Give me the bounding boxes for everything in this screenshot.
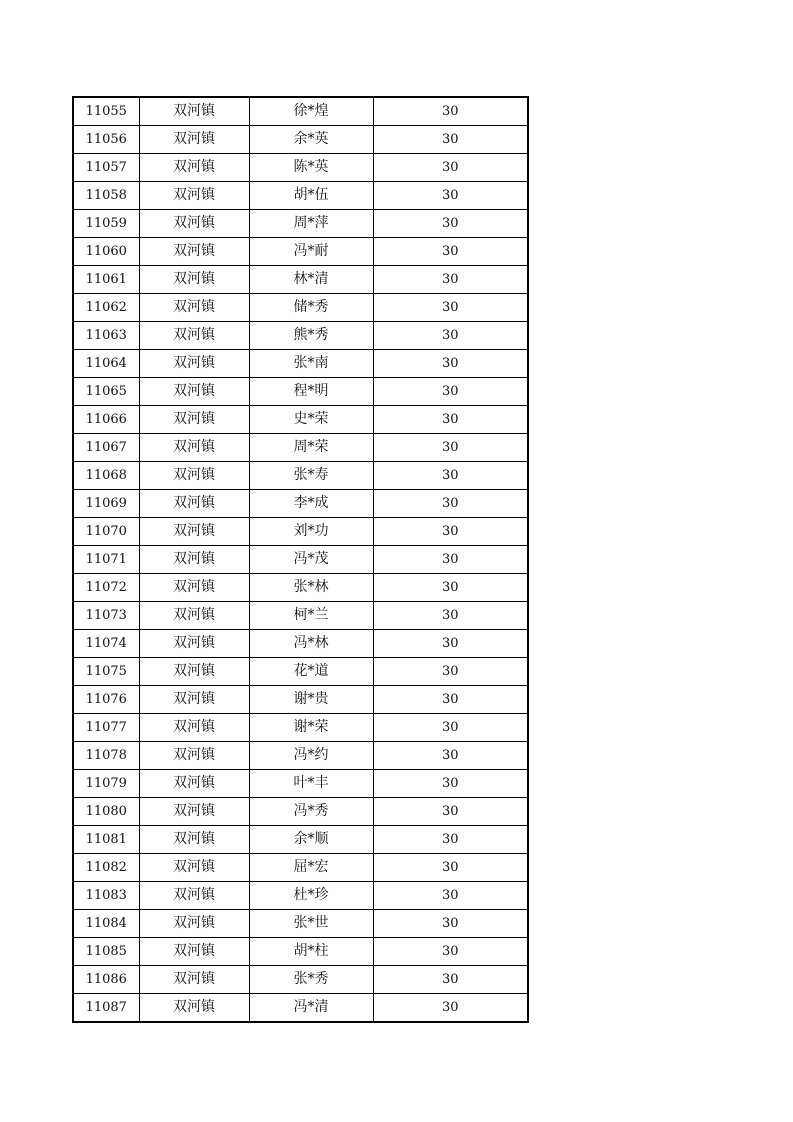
- table-row: [73, 97, 528, 126]
- row-id-cell: 11057: [73, 154, 139, 182]
- table-row: [73, 350, 528, 378]
- town-cell: 双河镇: [139, 770, 249, 798]
- town-cell: 双河镇: [139, 210, 249, 238]
- town-cell: 双河镇: [139, 602, 249, 630]
- row-id-cell: 11081: [73, 826, 139, 854]
- row-id-cell: 11060: [73, 238, 139, 266]
- row-id-cell: 11077: [73, 714, 139, 742]
- amount-cell: 30: [373, 770, 528, 798]
- row-id-cell: 11070: [73, 518, 139, 546]
- amount-cell: 30: [373, 658, 528, 686]
- row-id-cell: 11066: [73, 406, 139, 434]
- amount-cell: 30: [373, 182, 528, 210]
- name-cell: 张*林: [249, 574, 373, 602]
- roster-table-body: [73, 97, 528, 1022]
- row-id-cell: 11073: [73, 602, 139, 630]
- name-cell: 冯*清: [249, 994, 373, 1023]
- name-cell: 李*成: [249, 490, 373, 518]
- table-row: [73, 154, 528, 182]
- town-cell: 双河镇: [139, 742, 249, 770]
- town-cell: 双河镇: [139, 350, 249, 378]
- town-cell: 双河镇: [139, 966, 249, 994]
- town-cell: 双河镇: [139, 434, 249, 462]
- amount-cell: 30: [373, 686, 528, 714]
- table-row: [73, 630, 528, 658]
- table-row: [73, 322, 528, 350]
- name-cell: 刘*功: [249, 518, 373, 546]
- row-id-cell: 11062: [73, 294, 139, 322]
- amount-cell: 30: [373, 126, 528, 154]
- town-cell: 双河镇: [139, 490, 249, 518]
- amount-cell: 30: [373, 994, 528, 1023]
- table-row: [73, 686, 528, 714]
- table-row: [73, 406, 528, 434]
- table-row: [73, 966, 528, 994]
- town-cell: 双河镇: [139, 994, 249, 1023]
- name-cell: 徐*煌: [249, 97, 373, 126]
- row-id-cell: 11080: [73, 798, 139, 826]
- row-id-cell: 11068: [73, 462, 139, 490]
- amount-cell: 30: [373, 238, 528, 266]
- row-id-cell: 11063: [73, 322, 139, 350]
- amount-cell: 30: [373, 378, 528, 406]
- name-cell: 叶*丰: [249, 770, 373, 798]
- row-id-cell: 11075: [73, 658, 139, 686]
- name-cell: 胡*伍: [249, 182, 373, 210]
- amount-cell: 30: [373, 630, 528, 658]
- table-row: [73, 434, 528, 462]
- amount-cell: 30: [373, 826, 528, 854]
- row-id-cell: 11058: [73, 182, 139, 210]
- amount-cell: 30: [373, 97, 528, 126]
- town-cell: 双河镇: [139, 938, 249, 966]
- row-id-cell: 11065: [73, 378, 139, 406]
- town-cell: 双河镇: [139, 630, 249, 658]
- amount-cell: 30: [373, 490, 528, 518]
- row-id-cell: 11067: [73, 434, 139, 462]
- table-row: [73, 882, 528, 910]
- town-cell: 双河镇: [139, 462, 249, 490]
- name-cell: 史*荣: [249, 406, 373, 434]
- amount-cell: 30: [373, 210, 528, 238]
- table-row: [73, 182, 528, 210]
- amount-cell: 30: [373, 294, 528, 322]
- row-id-cell: 11056: [73, 126, 139, 154]
- name-cell: 熊*秀: [249, 322, 373, 350]
- name-cell: 冯*秀: [249, 798, 373, 826]
- amount-cell: 30: [373, 434, 528, 462]
- town-cell: 双河镇: [139, 826, 249, 854]
- table-row: [73, 574, 528, 602]
- name-cell: 周*萍: [249, 210, 373, 238]
- town-cell: 双河镇: [139, 854, 249, 882]
- town-cell: 双河镇: [139, 238, 249, 266]
- name-cell: 胡*柱: [249, 938, 373, 966]
- table-row: [73, 798, 528, 826]
- table-row: [73, 490, 528, 518]
- town-cell: 双河镇: [139, 322, 249, 350]
- name-cell: 屈*宏: [249, 854, 373, 882]
- name-cell: 冯*茂: [249, 546, 373, 574]
- name-cell: 储*秀: [249, 294, 373, 322]
- town-cell: 双河镇: [139, 714, 249, 742]
- row-id-cell: 11085: [73, 938, 139, 966]
- amount-cell: 30: [373, 546, 528, 574]
- table-row: [73, 938, 528, 966]
- name-cell: 张*世: [249, 910, 373, 938]
- row-id-cell: 11084: [73, 910, 139, 938]
- row-id-cell: 11087: [73, 994, 139, 1023]
- name-cell: 谢*贵: [249, 686, 373, 714]
- name-cell: 余*英: [249, 126, 373, 154]
- name-cell: 张*秀: [249, 966, 373, 994]
- amount-cell: 30: [373, 882, 528, 910]
- name-cell: 张*南: [249, 350, 373, 378]
- row-id-cell: 11086: [73, 966, 139, 994]
- town-cell: 双河镇: [139, 686, 249, 714]
- table-row: [73, 294, 528, 322]
- name-cell: 陈*英: [249, 154, 373, 182]
- amount-cell: 30: [373, 854, 528, 882]
- row-id-cell: 11082: [73, 854, 139, 882]
- amount-cell: 30: [373, 966, 528, 994]
- table-row: [73, 266, 528, 294]
- name-cell: 余*顺: [249, 826, 373, 854]
- table-row: [73, 770, 528, 798]
- row-id-cell: 11076: [73, 686, 139, 714]
- town-cell: 双河镇: [139, 126, 249, 154]
- table-row: [73, 910, 528, 938]
- table-row: [73, 658, 528, 686]
- table-row: [73, 546, 528, 574]
- town-cell: 双河镇: [139, 406, 249, 434]
- town-cell: 双河镇: [139, 910, 249, 938]
- row-id-cell: 11059: [73, 210, 139, 238]
- town-cell: 双河镇: [139, 378, 249, 406]
- amount-cell: 30: [373, 266, 528, 294]
- row-id-cell: 11078: [73, 742, 139, 770]
- table-row: [73, 518, 528, 546]
- amount-cell: 30: [373, 518, 528, 546]
- name-cell: 花*道: [249, 658, 373, 686]
- town-cell: 双河镇: [139, 658, 249, 686]
- amount-cell: 30: [373, 462, 528, 490]
- row-id-cell: 11055: [73, 97, 139, 126]
- row-id-cell: 11079: [73, 770, 139, 798]
- amount-cell: 30: [373, 154, 528, 182]
- town-cell: 双河镇: [139, 294, 249, 322]
- name-cell: 冯*林: [249, 630, 373, 658]
- table-row: [73, 126, 528, 154]
- amount-cell: 30: [373, 938, 528, 966]
- town-cell: 双河镇: [139, 574, 249, 602]
- name-cell: 杜*珍: [249, 882, 373, 910]
- table-row: [73, 742, 528, 770]
- town-cell: 双河镇: [139, 798, 249, 826]
- table-row: [73, 714, 528, 742]
- table-row: [73, 854, 528, 882]
- row-id-cell: 11083: [73, 882, 139, 910]
- table-row: [73, 378, 528, 406]
- row-id-cell: 11074: [73, 630, 139, 658]
- town-cell: 双河镇: [139, 266, 249, 294]
- amount-cell: 30: [373, 322, 528, 350]
- name-cell: 张*寿: [249, 462, 373, 490]
- name-cell: 林*清: [249, 266, 373, 294]
- row-id-cell: 11071: [73, 546, 139, 574]
- town-cell: 双河镇: [139, 518, 249, 546]
- name-cell: 程*明: [249, 378, 373, 406]
- table-row: [73, 994, 528, 1023]
- amount-cell: 30: [373, 910, 528, 938]
- amount-cell: 30: [373, 350, 528, 378]
- row-id-cell: 11072: [73, 574, 139, 602]
- name-cell: 柯*兰: [249, 602, 373, 630]
- table-row: [73, 462, 528, 490]
- name-cell: 冯*约: [249, 742, 373, 770]
- row-id-cell: 11069: [73, 490, 139, 518]
- name-cell: 周*荣: [249, 434, 373, 462]
- town-cell: 双河镇: [139, 97, 249, 126]
- table-row: [73, 602, 528, 630]
- amount-cell: 30: [373, 602, 528, 630]
- table-row: [73, 826, 528, 854]
- amount-cell: 30: [373, 742, 528, 770]
- roster-table: [72, 96, 529, 1023]
- amount-cell: 30: [373, 406, 528, 434]
- town-cell: 双河镇: [139, 882, 249, 910]
- amount-cell: 30: [373, 574, 528, 602]
- table-row: [73, 210, 528, 238]
- town-cell: 双河镇: [139, 154, 249, 182]
- amount-cell: 30: [373, 798, 528, 826]
- table-row: [73, 238, 528, 266]
- name-cell: 冯*耐: [249, 238, 373, 266]
- row-id-cell: 11061: [73, 266, 139, 294]
- row-id-cell: 11064: [73, 350, 139, 378]
- town-cell: 双河镇: [139, 546, 249, 574]
- amount-cell: 30: [373, 714, 528, 742]
- name-cell: 谢*荣: [249, 714, 373, 742]
- town-cell: 双河镇: [139, 182, 249, 210]
